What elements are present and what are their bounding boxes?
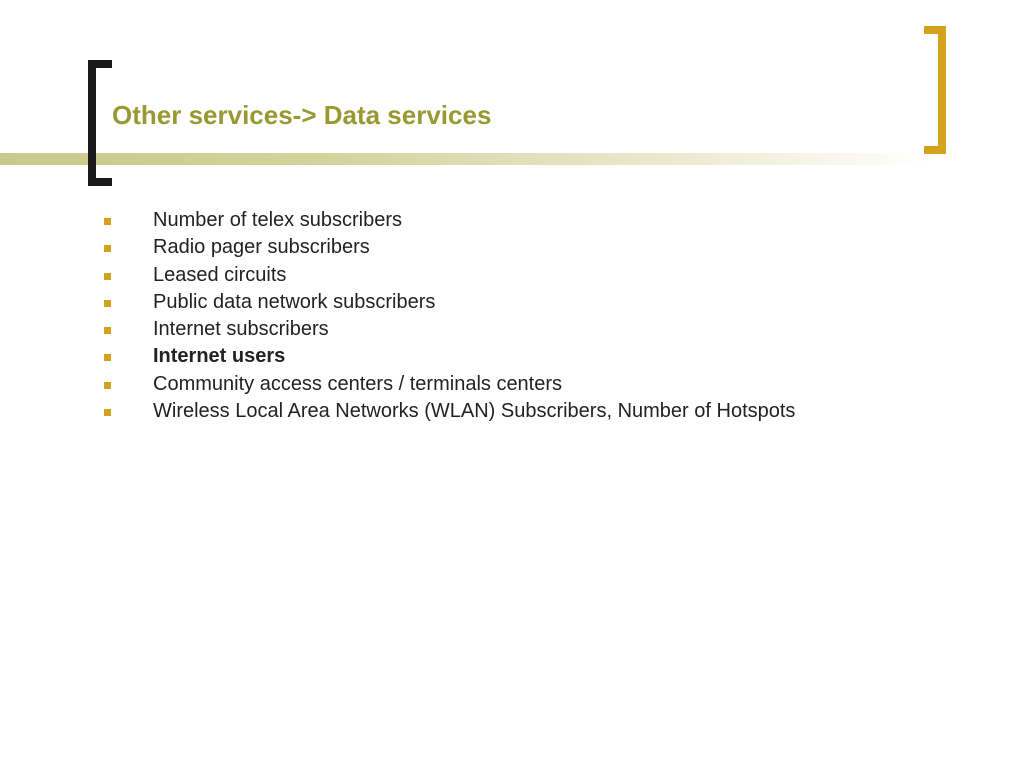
right-bracket-icon xyxy=(924,26,946,154)
title-underline-bar xyxy=(0,153,930,165)
bullet-list xyxy=(100,207,795,425)
square-bullet-icon xyxy=(104,218,111,225)
list-item-text: Radio pager subscribers xyxy=(153,236,370,259)
list-item xyxy=(100,343,795,370)
square-bullet-icon xyxy=(104,382,111,389)
slide-title: Other services-> Data services xyxy=(112,100,492,130)
list-item xyxy=(100,289,795,316)
list-item-text: Number of telex subscribers xyxy=(153,209,402,231)
list-item-text: Leased circuits xyxy=(153,263,287,286)
list-item-text: Public data network subscribers xyxy=(153,290,436,313)
square-bullet-icon xyxy=(104,273,111,280)
square-bullet-icon xyxy=(104,327,111,334)
square-bullet-icon xyxy=(104,354,111,361)
list-item xyxy=(100,207,795,234)
square-bullet-icon xyxy=(104,245,111,252)
left-bracket-icon xyxy=(88,60,112,186)
list-item xyxy=(100,398,795,425)
list-item-text: Internet users xyxy=(153,345,286,368)
square-bullet-icon xyxy=(104,300,111,307)
list-item xyxy=(100,316,795,343)
list-item-text: Wireless Local Area Networks (WLAN) Subscribers, Number of Hotspots xyxy=(153,400,796,423)
list-item xyxy=(100,371,795,398)
square-bullet-icon xyxy=(104,409,111,416)
list-item-text: Internet subscribers xyxy=(153,318,329,341)
list-item xyxy=(100,234,795,261)
list-item-text: Community access centers / terminals centers xyxy=(153,372,563,395)
list-item xyxy=(100,262,795,289)
